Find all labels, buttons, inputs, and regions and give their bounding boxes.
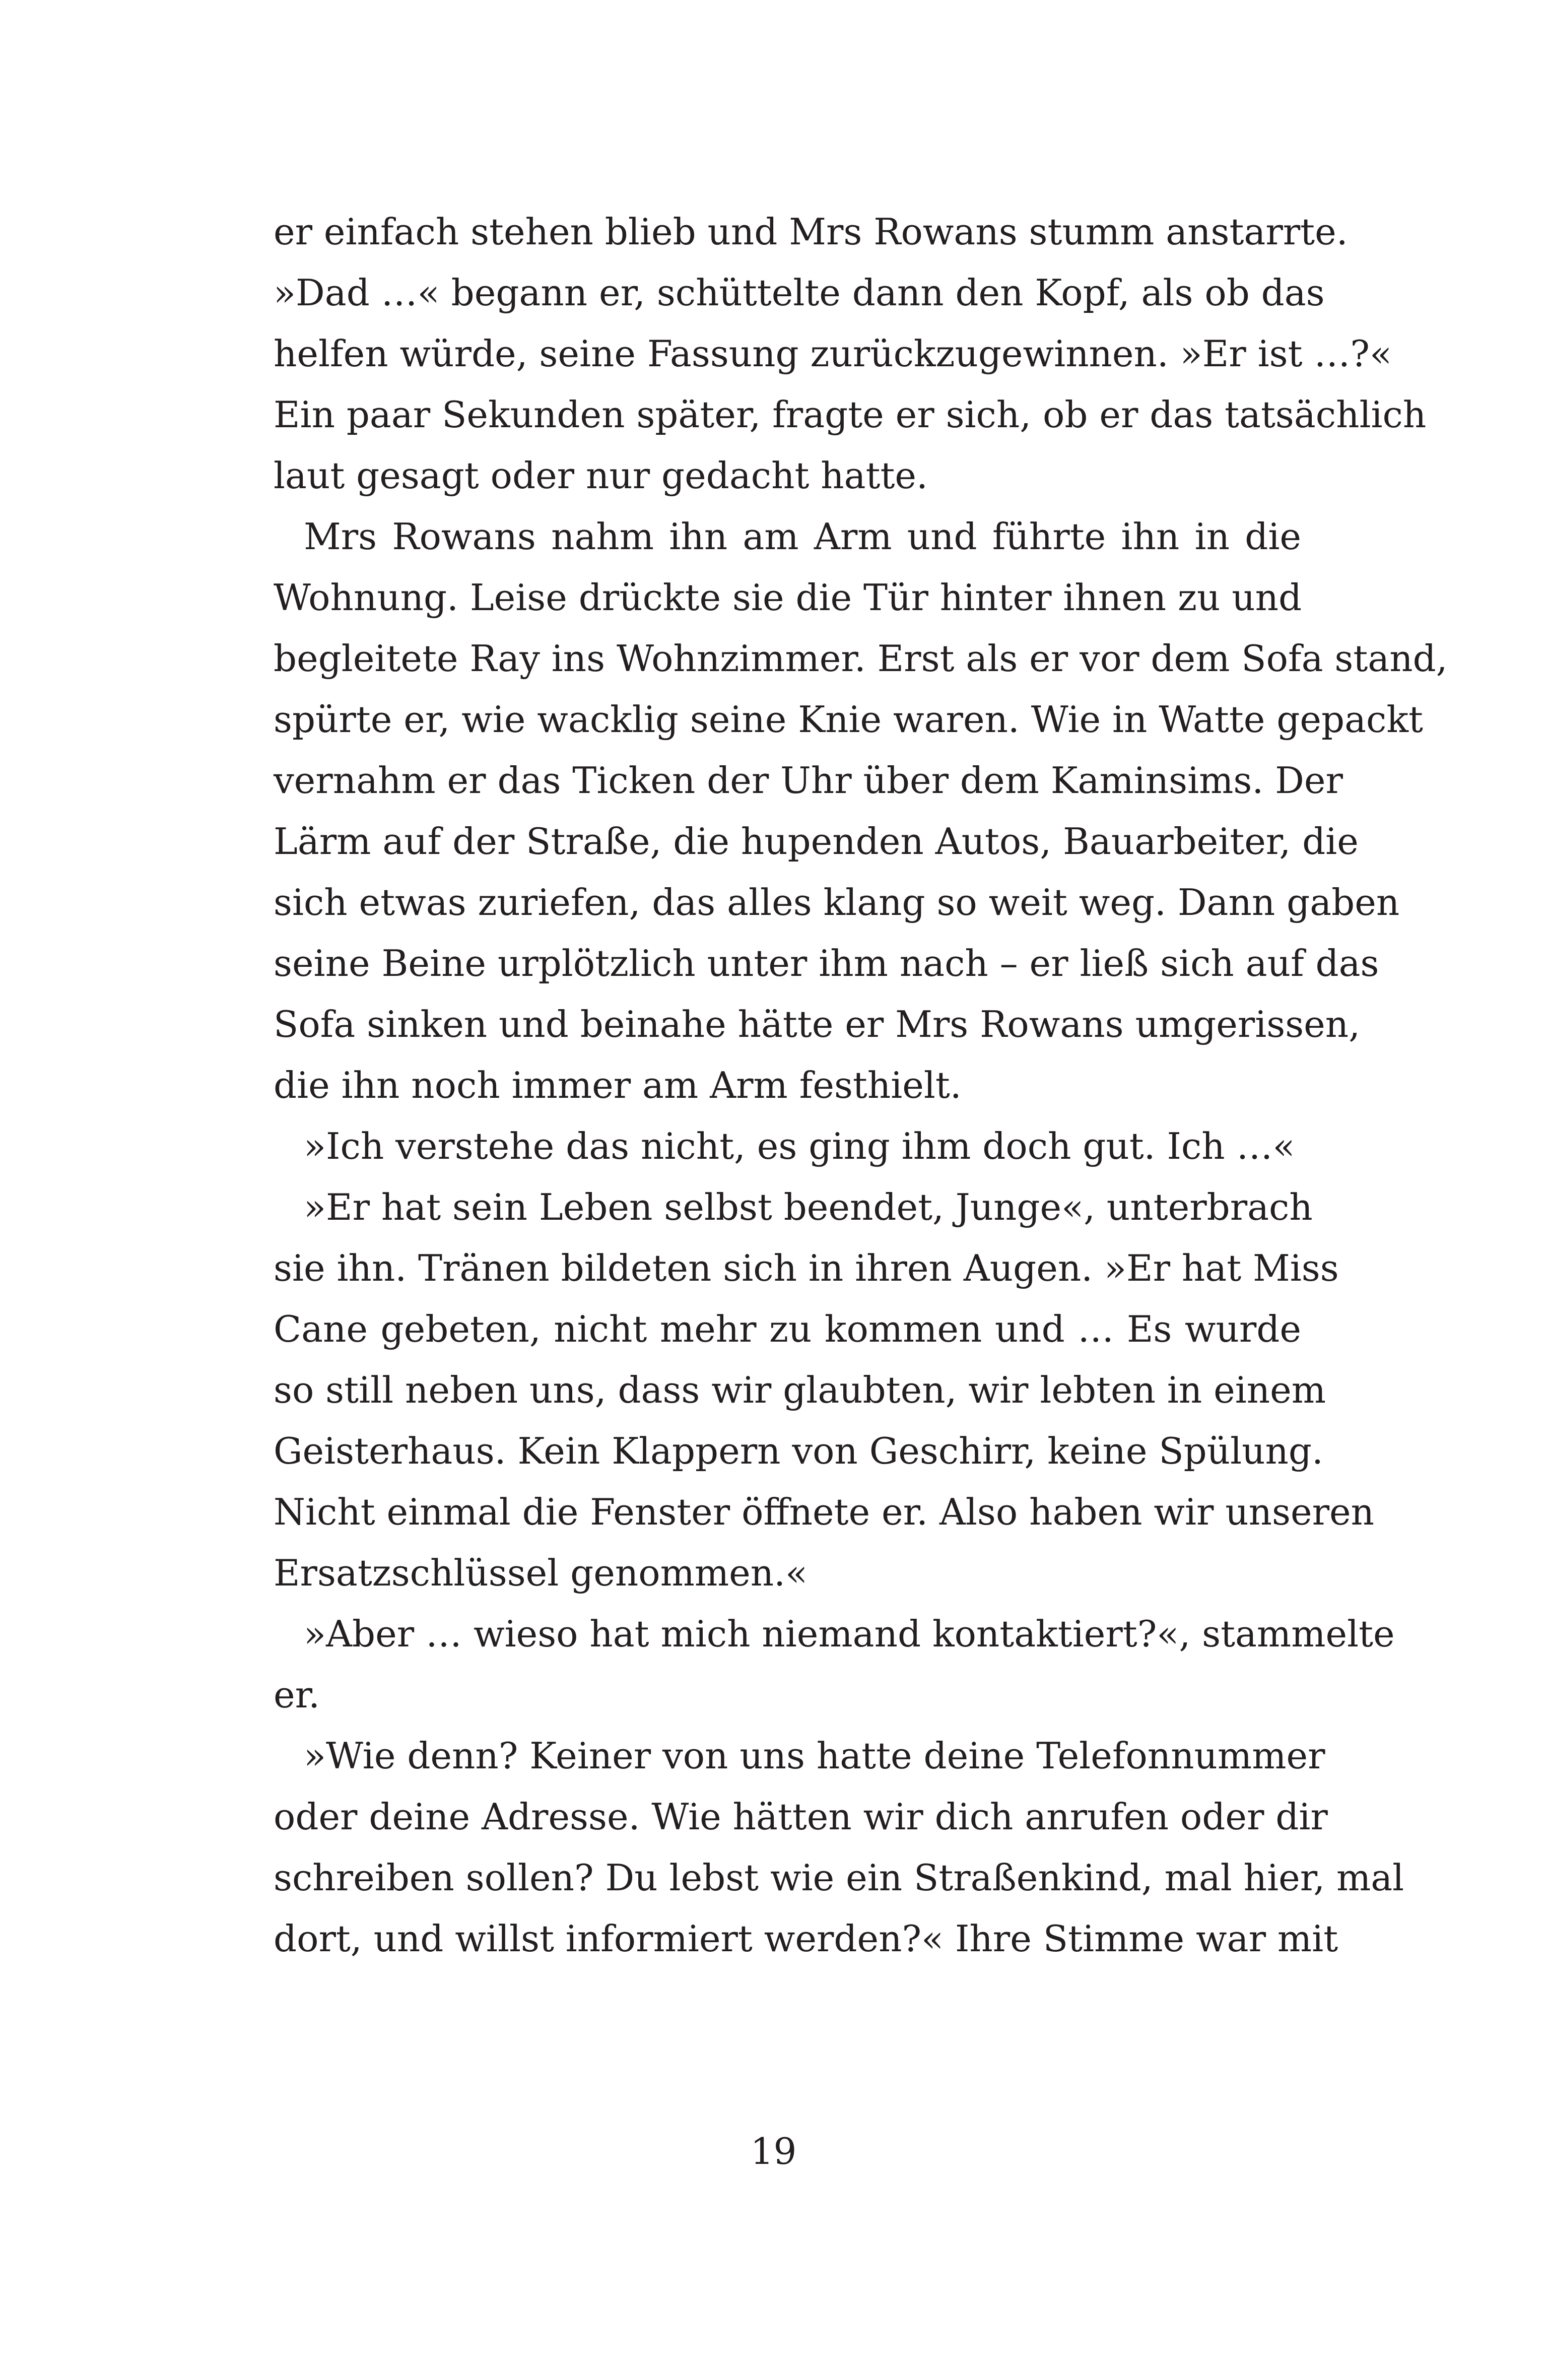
text-line: »Wie denn? Keiner von uns hatte deine Telefonnummer [304, 1735, 1325, 1777]
text-line: dort, und willst informiert werden?« Ihre Stimme war mit [274, 1918, 1338, 1960]
text-line: Ein paar Sekunden später, fragte er sich, ob er das tatsächlich [274, 393, 1427, 436]
text-line: »Ich verstehe das nicht, es ging ihm doch gut. Ich …« [304, 1125, 1295, 1167]
text-line: Nicht einmal die Fenster öffnete er. Also haben wir unseren [274, 1491, 1374, 1533]
page-number: 19 [750, 2130, 797, 2172]
text-line: helfen würde, seine Fassung zurückzugewinnen. »Er ist …?« [274, 333, 1392, 375]
text-line: begleitete Ray ins Wohnzimmer. Erst als er vor dem Sofa stand, [274, 637, 1448, 680]
text-line: »Dad …« begann er, schüttelte dann den Kopf, als ob das [274, 272, 1325, 314]
text-line: vernahm er das Ticken der Uhr über dem Kaminsims. Der [274, 759, 1343, 802]
text-line: Lärm auf der Straße, die hupenden Autos, Bauarbeiter, die [274, 820, 1359, 863]
text-line: sich etwas zuriefen, das alles klang so weit weg. Dann gaben [274, 881, 1400, 923]
text-line: Mrs Rowans nahm ihn am Arm und führte ihn in die [304, 515, 1301, 558]
text-line: Cane gebeten, nicht mehr zu kommen und … Es wurde [274, 1308, 1301, 1350]
text-line: laut gesagt oder nur gedacht hatte. [274, 454, 928, 497]
text-line: Sofa sinken und beinahe hätte er Mrs Rowans umgerissen, [274, 1003, 1361, 1045]
text-line: schreiben sollen? Du lebst wie ein Straßenkind, mal hier, mal [274, 1857, 1404, 1899]
text-line: »Er hat sein Leben selbst beendet, Junge«, unterbrach [304, 1186, 1313, 1228]
text-line: spürte er, wie wacklig seine Knie waren. Wie in Watte gepackt [274, 698, 1423, 741]
text-line: »Aber … wieso hat mich niemand kontaktiert?«, stammelte [304, 1613, 1395, 1655]
text-line: Geisterhaus. Kein Klappern von Geschirr, keine Spülung. [274, 1430, 1323, 1472]
text-line: sie ihn. Tränen bildeten sich in ihren Augen. »Er hat Miss [274, 1247, 1339, 1289]
text-line: die ihn noch immer am Arm festhielt. [274, 1064, 962, 1106]
text-line: oder deine Adresse. Wie hätten wir dich anrufen oder dir [274, 1796, 1328, 1838]
text-line: er. [274, 1674, 320, 1716]
text-line: Ersatzschlüssel genommen.« [274, 1552, 808, 1594]
text-line: Wohnung. Leise drückte sie die Tür hinter ihnen zu und [274, 576, 1302, 619]
text-line: so still neben uns, dass wir glaubten, wir lebten in einem [274, 1369, 1326, 1411]
text-line: seine Beine urplötzlich unter ihm nach – er ließ sich auf das [274, 942, 1379, 984]
text-line: er einfach stehen blieb und Mrs Rowans stumm anstarrte. [274, 211, 1348, 253]
